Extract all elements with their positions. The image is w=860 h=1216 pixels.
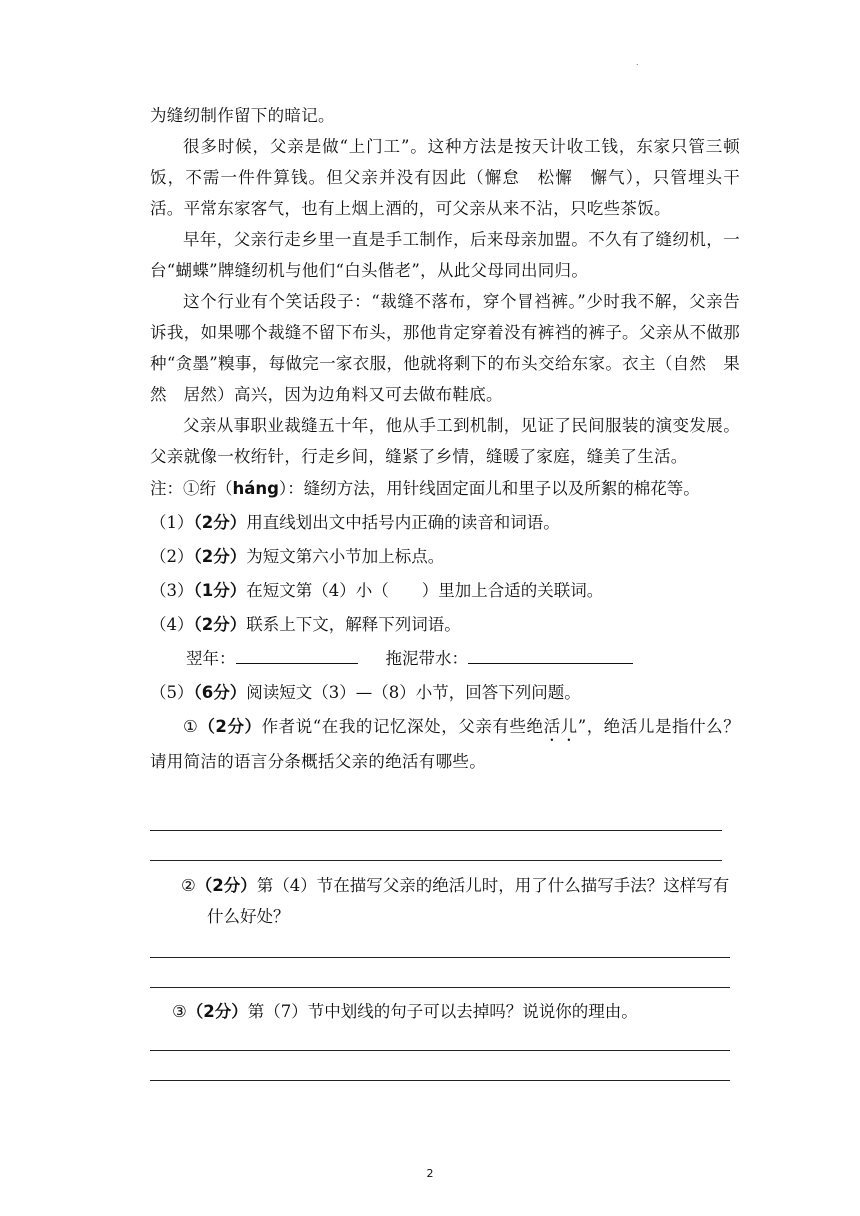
header-mark: . bbox=[636, 58, 639, 67]
dotted-emphasis: 活儿 bbox=[543, 717, 578, 736]
answer-line[interactable] bbox=[150, 1050, 730, 1051]
article-paragraph: 早年，父亲行走乡里一直是手工制作，后来母亲加盟。不久有了缝纫机，一台“蝴蝶”牌缝纫机与他们“白头偕老”，从此父母同出同归。 bbox=[150, 230, 740, 280]
article-body bbox=[150, 100, 740, 778]
answer-line[interactable] bbox=[150, 987, 730, 988]
question-1: （1）（2分）用直线划出文中括号内正确的读音和词语。 bbox=[150, 513, 560, 532]
answer-blank[interactable] bbox=[468, 645, 633, 664]
word-label: 拖泥带水： bbox=[385, 649, 468, 668]
article-paragraph: 很多时候，父亲是做“上门工”。这种方法是按天计收工钱，东家只管三顿饭，不需一件件算钱。但父亲并没有因此（懈怠 松懈 懈气），只管埋头干活。平常东家客气，也有上烟上酒的，可父亲从来不沾，只吃些茶饭。 bbox=[150, 137, 740, 218]
article-paragraph: 为缝纫制作留下的暗记。 bbox=[150, 106, 335, 125]
answer-line[interactable] bbox=[150, 1080, 730, 1081]
word-label: 翌年： bbox=[186, 649, 236, 668]
question-5: （5）（6分）阅读短文（3）—（8）小节，回答下列问题。 bbox=[150, 683, 581, 702]
question-5-2: ②（2分）第（4）节在描写父亲的绝活儿时，用了什么描写手法？这样写有什么好处？ bbox=[181, 876, 730, 926]
question-4: （4）（2分）联系上下文，解释下列词语。 bbox=[150, 615, 461, 634]
question-5-1: ①（2分）作者说“在我的记忆深处，父亲有些绝活儿”，绝活儿是指什么？请用简洁的语言分条概括父亲的绝活有哪些。 bbox=[150, 717, 740, 771]
page-number: 2 bbox=[426, 1167, 434, 1180]
question-3: （3）（1分）在短文第（4）小（ ）里加上合适的关联词。 bbox=[150, 581, 604, 600]
question-5-3: ③（2分）第（7）节中划线的句子可以去掉吗？说说你的理由。 bbox=[172, 1002, 638, 1021]
answer-line[interactable] bbox=[150, 860, 722, 861]
article-paragraph: 这个行业有个笑话段子：“裁缝不落布，穿个冒裆裤。”少时我不解，父亲告诉我，如果哪个裁缝不留下布头，那他肯定穿着没有裤裆的裤子。父亲从不做那种“贪墨”糗事，每做完一家衣服，他就将剩下的布头交给东家。衣主（自然 果然 居然）高兴，因为边角料又可去做布鞋底。 bbox=[150, 292, 740, 404]
answer-line[interactable] bbox=[150, 957, 730, 958]
answer-blank[interactable] bbox=[236, 645, 358, 664]
question-2: （2）（2分）为短文第六小节加上标点。 bbox=[150, 547, 445, 566]
question-4-blanks bbox=[150, 642, 740, 676]
answer-line[interactable] bbox=[150, 830, 722, 831]
footnote: 注：①绗（háng）：缝纫方法，用针线固定面儿和里子以及所絮的棉花等。 bbox=[150, 479, 700, 498]
pinyin: háng bbox=[232, 479, 279, 498]
article-paragraph: 父亲从事职业裁缝五十年，他从手工到机制，见证了民间服装的演变发展。父亲就像一枚绗针，行走乡间，缝紧了乡情，缝暖了家庭，缝美了生活。 bbox=[150, 416, 740, 466]
